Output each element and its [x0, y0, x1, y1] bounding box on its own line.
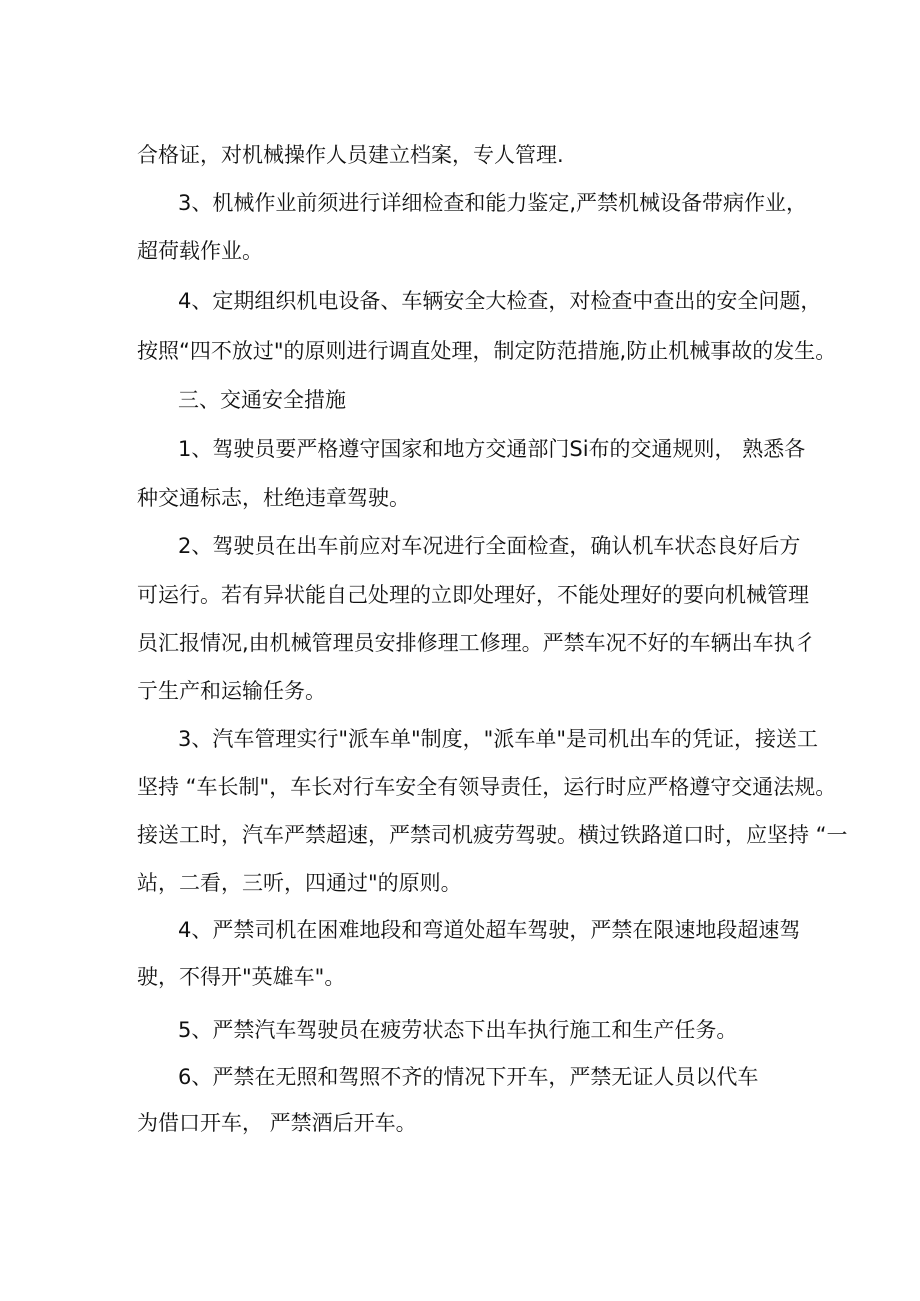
text-line: 坚持 “车长制"，车长对行车安全有领导责任，运行时应严格遵守交通法规。 [137, 775, 837, 799]
text-line: 站，二看，三听，四通过"的原则。 [137, 871, 462, 895]
text-line: 超荷载作业。 [137, 239, 263, 263]
text-line: 可运行。若有异状能自己处理的立即处理好，不能处理好的要向机械管理 [137, 583, 809, 607]
text-line: 3、汽车管理实行"派车单"制度，"派车单"是司机出车的凭证，接送工 [178, 727, 818, 751]
text-line: 为借口开车， 严禁酒后开车。 [137, 1111, 417, 1135]
text-line: 2、驾驶员在出车前应对车况进行全面检查，确认机车状态良好后方 [178, 534, 801, 558]
text-line: 4、严禁司机在困难地段和弯道处超车驾驶，严禁在限速地段超速驾 [178, 918, 801, 942]
text-line: 按照“四不放过"的原则进行调直处理，制定防范措施,防止机械事故的发生。 [137, 339, 837, 363]
text-line: 6、严禁在无照和驾照不齐的情况下开车，严禁无证人员以代车 [178, 1065, 759, 1089]
text-line: 5、严禁汽车驾驶员在疲劳状态下出车执行施工和生产任务。 [178, 1018, 738, 1042]
text-line: 合格证，对机械操作人员建立档案，专人管理. [137, 143, 564, 167]
section-heading: 三、交通安全措施 [178, 388, 346, 412]
text-line: 亍生产和运输任务。 [137, 679, 326, 703]
text-line: 种交通标志，杜绝违章驾驶。 [137, 486, 410, 510]
text-line: 员汇报情况,由机械管理员安排修理工修理。严禁车况不好的车辆出车执彳 [137, 631, 816, 655]
text-line: 3、机械作业前须进行详细检查和能力鉴定,严禁机械设备带病作业， [178, 191, 808, 215]
text-line: 4、定期组织机电设备、车辆安全大检查，对检查中查出的安全问题， [178, 289, 822, 313]
text-line: 驶，不得开"英雄车"。 [137, 965, 346, 989]
text-line: 接送工时，汽车严禁超速，严禁司机疲劳驾驶。横过铁路道口时，应坚持 “一 [137, 823, 848, 847]
text-line: 1、驾驶员要严格遵守国家和地方交通部门Si布的交通规则， 熟悉各 [178, 437, 806, 461]
